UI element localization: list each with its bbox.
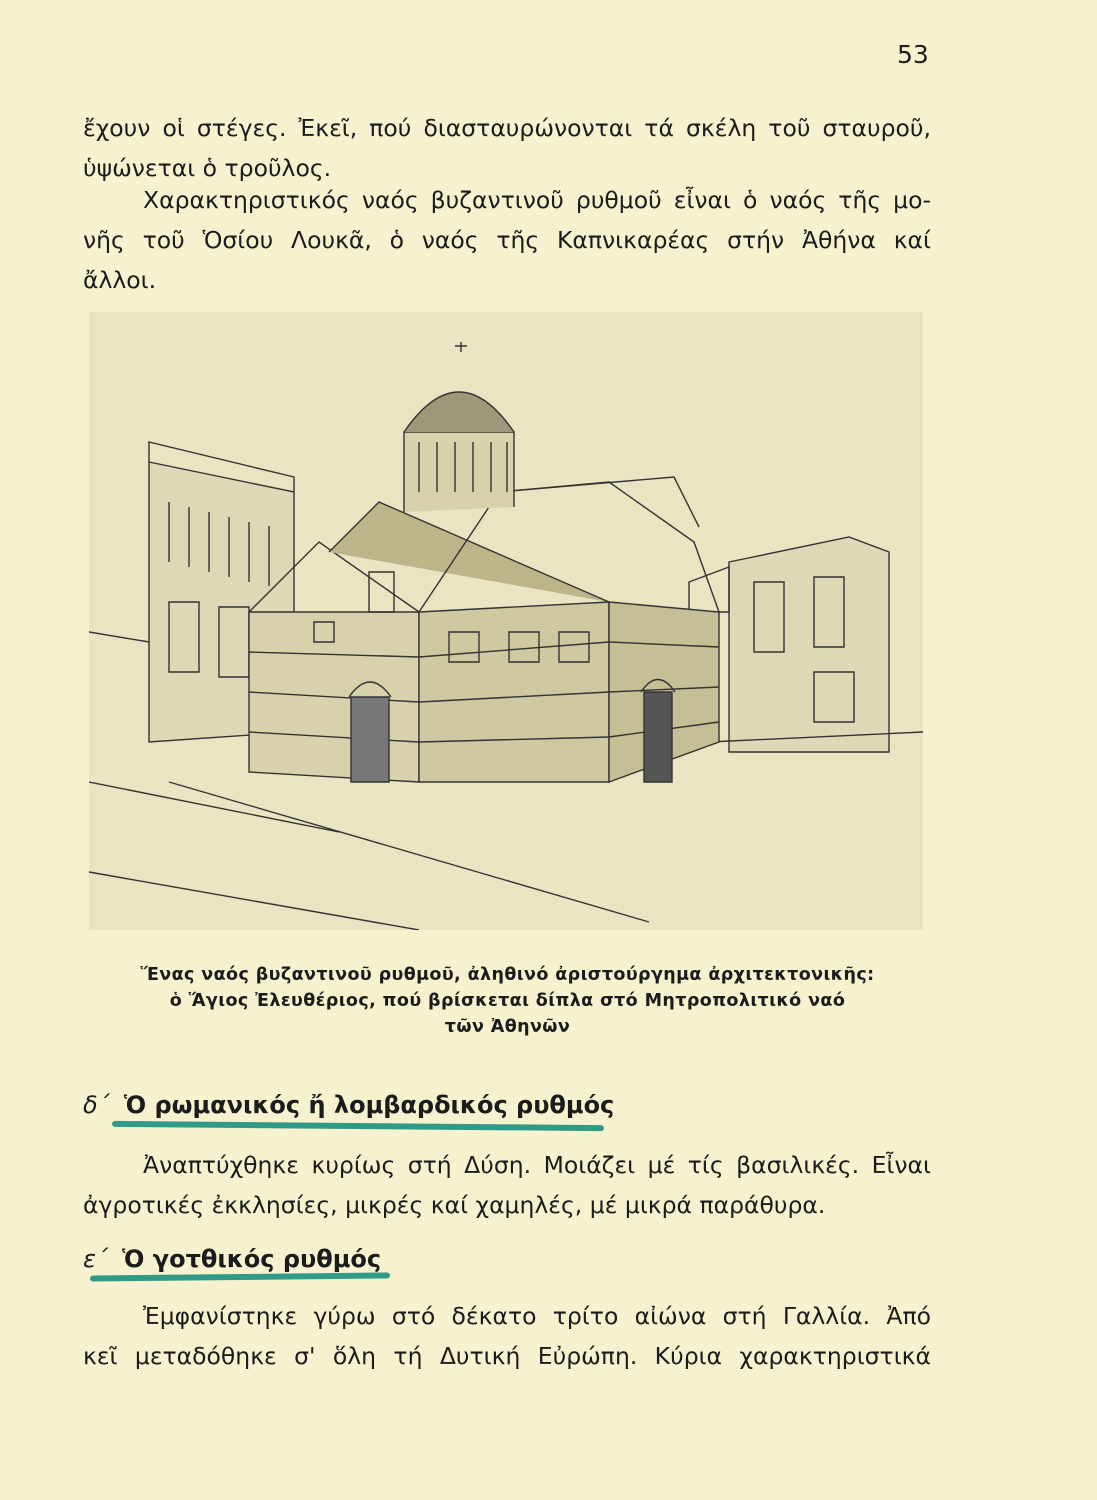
page-number: 53 xyxy=(897,40,929,69)
caption-line: Ἕνας ναός βυζαντινοῦ ρυθμοῦ, ἀληθινό ἀριστούργημα ἀρχιτεκτονικῆς: xyxy=(140,965,875,985)
text-line: κεῖ μεταδόθηκε σ' ὅλη τή Δυτική Εὐρώπη. Κύρια χαρακτηριστικά xyxy=(83,1342,931,1370)
text-line: Ἐμφανίστηκε γύρω στό δέκατο τρίτο αἰώνα στή Γαλλία. Ἀπό xyxy=(143,1302,931,1330)
text-line: ἔχουν οἱ στέγες. Ἐκεῖ, πού διασταυρώνονται τά σκέλη τοῦ σταυροῦ, xyxy=(83,114,931,142)
text-line: νῆς τοῦ Ὁσίου Λουκᾶ, ὁ ναός τῆς Καπνικαρέας στήν Ἀθήνα καί xyxy=(83,226,931,254)
church-illustration xyxy=(89,312,923,930)
highlighter-underline xyxy=(90,1272,390,1281)
church-drawing xyxy=(89,312,923,930)
text-line: ἄλλοι. xyxy=(83,266,157,294)
section-title: Ὁ γοτθικός ρυθμός xyxy=(121,1245,382,1273)
caption-line: τῶν Ἀθηνῶν xyxy=(444,1017,571,1037)
section-number: ε΄ xyxy=(83,1245,108,1273)
figure-caption xyxy=(80,962,935,1040)
text-line: ὑψώνεται ὁ τροῦλος. xyxy=(83,154,332,182)
paragraph-gothic xyxy=(83,1296,931,1376)
paragraph-romanesque xyxy=(83,1145,931,1225)
text-line: ἀγροτικές ἐκκλησίες, μικρές καί χαμηλές, μέ μικρά παράθυρα. xyxy=(83,1191,826,1219)
section-title: Ὁ ρωμανικός ἤ λομβαρδικός ρυθμός xyxy=(123,1091,615,1119)
highlighter-underline xyxy=(112,1121,604,1131)
section-heading-gothic xyxy=(83,1245,381,1273)
text-line: Χαρακτηριστικός ναός βυζαντινοῦ ρυθμοῦ εἶναι ὁ ναός τῆς μο- xyxy=(143,186,931,214)
text-line: Ἀναπτύχθηκε κυρίως στή Δύση. Μοιάζει μέ τίς βασιλικές. Εἶναι xyxy=(143,1151,931,1179)
caption-line: ὁ Ἅγιος Ἐλευθέριος, πού βρίσκεται δίπλα στό Μητροπολιτικό ναό xyxy=(169,991,846,1011)
paragraph-1 xyxy=(83,108,931,188)
paragraph-2 xyxy=(83,180,931,300)
section-heading-romanesque xyxy=(83,1091,614,1119)
section-number: δ΄ xyxy=(83,1091,110,1119)
